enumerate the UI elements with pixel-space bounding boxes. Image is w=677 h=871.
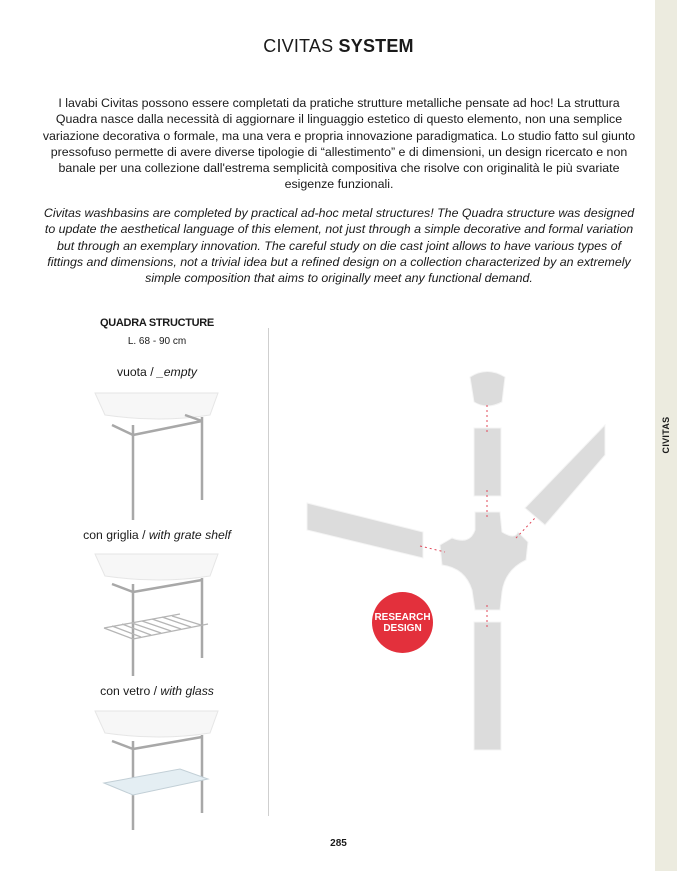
upper-bar — [474, 428, 501, 496]
page-title — [0, 36, 677, 57]
intro-english: Civitas washbasins are completed by practical ad-hoc metal structures! The Quadra structure was designed to update the aesthetical language of this element, not just through a simple decorative and formal variation but through an exemplary innovation. The careful study on die cast joint allows to have various types of fittings and dimensions, not a trivial idea but a refined design on a collection characterized by an extremely simple composition that aims to originally meet any functional demand. — [43, 206, 635, 286]
product-image-glass — [90, 703, 230, 833]
sidebar-label: CIVITAS — [661, 416, 671, 454]
intro-italian: I lavabi Civitas possono essere completati da pratiche strutture metalliche pensate ad hoc! La struttura Quadra nasce dalla necessità di aggiornare il linguaggio estetico di questo elemento, non una semplice variazione decorativa o formale, ma una vera e propria innovazione paradigmatica. Lo studio fatto sul giunto pressofuso permette di avere diverse tipologie di “allestimento” e di dimensioni, un design ricercato e non banale per una collezione dall'estrema semplicità compositiva che risolve con originalità le più svariate esigenze funzionali. — [42, 96, 636, 192]
variant-caption-grate: con griglia / with grate shelf — [83, 528, 231, 542]
column-divider — [268, 328, 269, 816]
joint-exploded-diagram — [290, 360, 610, 760]
left-bar — [307, 503, 423, 558]
right-bar — [525, 425, 605, 525]
variant-caption-empty: vuota / _empty — [117, 365, 197, 379]
lower-bar — [474, 622, 501, 750]
research-design-badge: RESEARCH DESIGN — [372, 592, 433, 653]
joint-part — [440, 512, 528, 610]
product-image-grate — [90, 546, 230, 681]
structure-title: QUADRA STRUCTURE — [100, 317, 214, 329]
title-bold: SYSTEM — [338, 36, 414, 56]
cap-part — [470, 372, 505, 407]
product-image-empty — [90, 385, 230, 525]
page-number: 285 — [330, 838, 347, 849]
structure-dimensions: L. 68 - 90 cm — [127, 336, 187, 347]
title-light: CIVITAS — [263, 36, 334, 56]
variant-caption-glass: con vetro / with glass — [100, 684, 214, 698]
